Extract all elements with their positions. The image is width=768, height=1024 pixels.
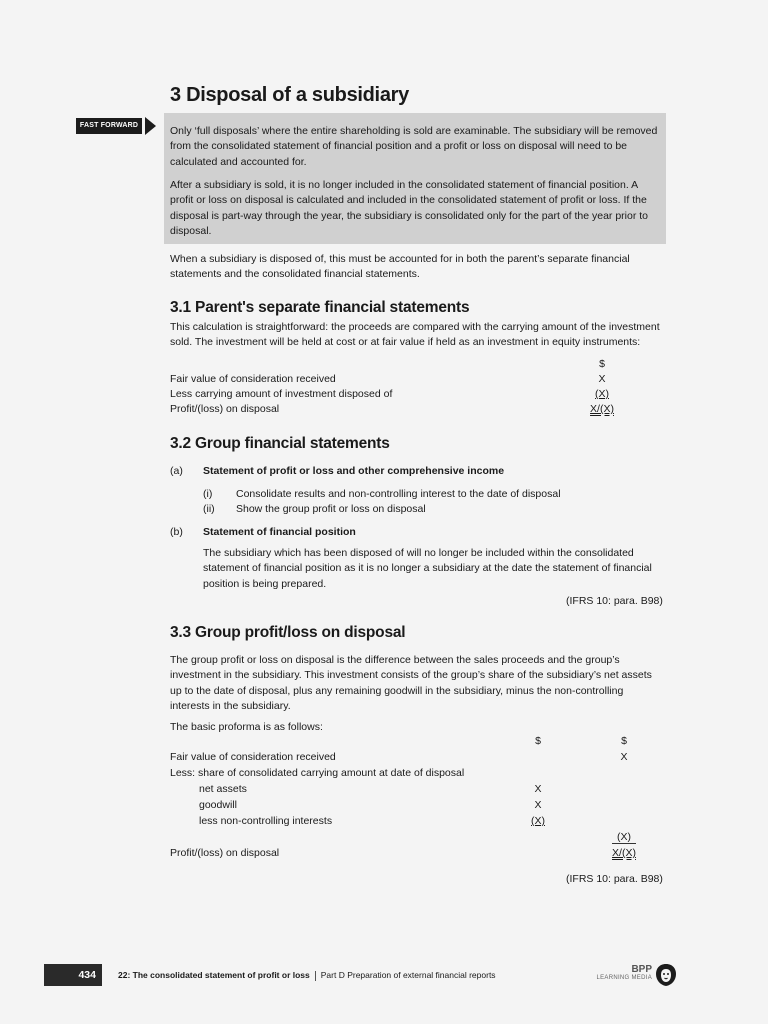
section-heading: 3 Disposal of a subsidiary	[170, 84, 409, 106]
proforma-sub-value: (X)	[531, 815, 545, 827]
proforma-label: Profit/(loss) on disposal	[170, 847, 280, 859]
fast-forward-badge: FAST FORWARD	[76, 118, 142, 134]
proforma-subtotal: (X)	[617, 831, 631, 843]
reference: (IFRS 10: para. B98)	[566, 595, 663, 607]
footer-part: Part D Preparation of external financial reports	[320, 970, 496, 980]
chevron-right-icon	[145, 117, 156, 135]
intro-paragraph: When a subsidiary is disposed of, this must be accounted for in both the parent’s separate financial statements and the consolidated financial statements.	[170, 253, 630, 281]
proforma-value: X	[620, 751, 628, 763]
s31-row-label: Profit/(loss) on disposal	[170, 403, 280, 415]
s33-paragraph: The group profit or loss on disposal is the difference between the sales proceeds and the group’s investment in the subsidiary. This investment consists of the group’s share of the subsidiary’s net assets up to the date of disposal, plus any remaining goodwill in the subsidiary, minus the non-controlling interests in the subsidiary.	[170, 654, 652, 713]
s31-column-header: $	[599, 358, 605, 370]
proforma-sub-label: less non-controlling interests	[199, 815, 333, 827]
list-marker: (i)	[203, 488, 213, 500]
fast-forward-para-2: After a subsidiary is sold, it is no longer included in the consolidated statement of financial position. A profit or loss on disposal is calculated and included in the consolidated statement of profit or loss. If the disposal is part-way through the year, the subsidiary is consolidated only for the part of the year prior to disposal.	[170, 179, 649, 238]
proforma-label: Less: share of consolidated carrying amount at date of disposal	[170, 767, 465, 779]
footer-divider	[315, 971, 316, 981]
list-item-text: The subsidiary which has been disposed of will no longer be included within the consolidated statement of financial position as it is no longer a subsidiary at the date the statement of financial position is being prepared.	[203, 547, 652, 590]
footer-chapter: 22: The consolidated statement of profit or loss	[118, 970, 310, 980]
proforma-column-header: $	[535, 735, 541, 747]
s31-row-label: Fair value of consideration received	[170, 373, 336, 385]
s31-row-value: (X)	[595, 388, 609, 400]
proforma-label: Fair value of consideration received	[170, 751, 336, 763]
list-item-text: Consolidate results and non-controlling interest to the date of disposal	[236, 488, 561, 500]
list-marker: (a)	[170, 465, 183, 477]
subsection-heading-3-2: 3.2 Group financial statements	[170, 435, 390, 452]
proforma-sub-value: X	[534, 783, 542, 795]
subsection-heading-3-3: 3.3 Group profit/loss on disposal	[170, 624, 406, 641]
list-item-title: Statement of profit or loss and other comprehensive income	[203, 465, 505, 477]
s31-paragraph: This calculation is straightforward: the proceeds are compared with the carrying amount of the investment sold. The investment will be held at cost or at fair value if held as an investment in equity instruments:	[170, 321, 660, 349]
lion-logo-icon	[654, 962, 678, 988]
s31-row-label: Less carrying amount of investment disposed of	[170, 388, 393, 400]
proforma-value: X/(X)	[612, 847, 636, 859]
list-item-text: Show the group profit or loss on disposal	[236, 503, 426, 515]
proforma-sub-label: goodwill	[199, 799, 237, 811]
page-number: 434	[44, 964, 102, 986]
fast-forward-para-1: Only ‘full disposals’ where the entire shareholding is sold are examinable. The subsidiary will be removed from the consolidated statement of financial position and a profit or loss on disposal will need to be calculated and accounted for.	[170, 125, 658, 168]
s31-row-value: X/(X)	[590, 403, 614, 415]
proforma-sub-label: net assets	[199, 783, 247, 795]
proforma-intro: The basic proforma is as follows:	[170, 721, 323, 733]
list-marker: (ii)	[203, 503, 215, 515]
reference: (IFRS 10: para. B98)	[566, 873, 663, 885]
proforma-sub-value: X	[534, 799, 542, 811]
proforma-column-header: $	[621, 735, 627, 747]
subtotal-rule	[612, 843, 636, 844]
publisher-logo-text: BPP LEARNING MEDIA	[596, 964, 652, 981]
list-item-title: Statement of financial position	[203, 526, 356, 538]
s31-row-value: X	[598, 373, 606, 385]
running-footer	[118, 970, 496, 981]
subsection-heading-3-1: 3.1 Parent's separate financial statements	[170, 299, 470, 316]
list-marker: (b)	[170, 526, 183, 538]
